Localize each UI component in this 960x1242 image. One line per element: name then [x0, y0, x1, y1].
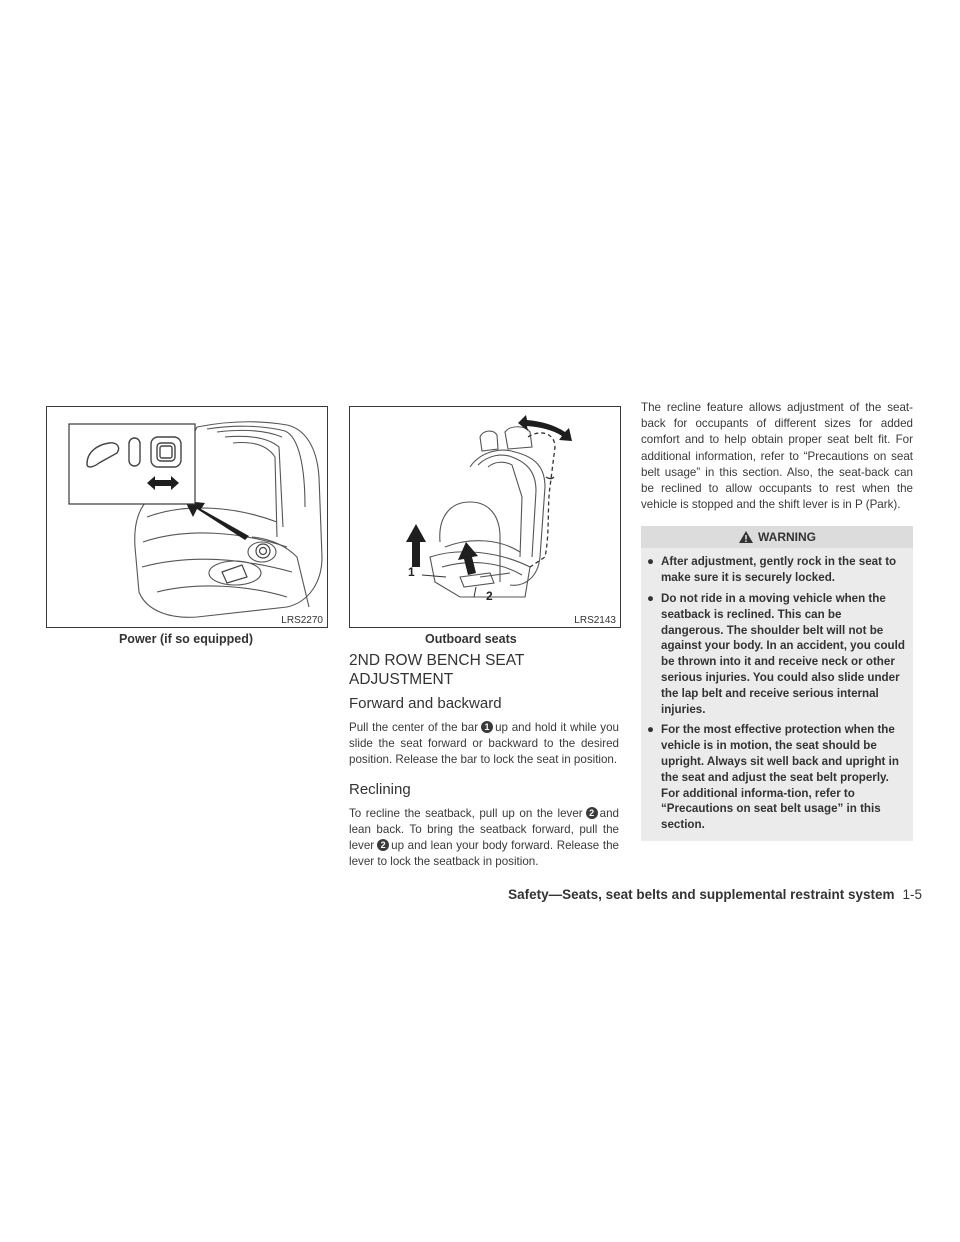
- recline-intro-paragraph: The recline feature allows adjustment of the seat-back for occupants of different sizes for added comfort and to help obtain proper seat belt fit. For additional information, refer to “Precautions on seat belt usage” in this section. Also, the seat-back can be reclined to allow occupants to rest when the vehicle is stopped and the shift lever is in P (Park).: [641, 401, 913, 512]
- paragraph-forward-backward: Pull the center of the bar 1 up and hold it while you slide the seat forward or backward to the desired position. Release the bar to lock the seat in position.: [349, 721, 619, 767]
- subheading-forward-backward: Forward and backward: [349, 695, 502, 712]
- marker-1-icon: 1: [481, 721, 493, 733]
- paragraph-reclining: To recline the seatback, pull up on the lever 2 and lean back. To bring the seatback forward, pull the lever 2 up and lean your body forward. Release the lever to lock the seatback in position.: [349, 806, 619, 869]
- marker-2-icon: 2: [586, 807, 598, 819]
- footer-section-title: Safety—Seats, seat belts and supplemental restraint system: [508, 887, 895, 902]
- bullet-icon: ●: [647, 555, 655, 569]
- warning-item: ● Do not ride in a moving vehicle when the seatback is reclined. This can be dangerous. The shoulder belt will not be against your body. In an accident, you could be thrown into it and receive neck or other serious injuries. You could also slide under the lap belt and receive serious internal injuries.: [647, 592, 905, 716]
- callout-2: 2: [486, 589, 493, 603]
- page-footer: [508, 887, 922, 902]
- warning-body: [641, 548, 913, 841]
- figure-code: LRS2270: [281, 615, 323, 626]
- warning-title: WARNING: [758, 530, 816, 545]
- figure-power-seat: [46, 406, 328, 628]
- bullet-icon: ●: [647, 723, 655, 737]
- warning-header: [641, 526, 913, 548]
- page-number: 1-5: [902, 887, 922, 902]
- warning-panel: [641, 526, 913, 841]
- power-seat-illustration: [47, 407, 327, 627]
- warning-triangle-icon: [738, 530, 754, 544]
- section-title: 2ND ROW BENCH SEAT ADJUSTMENT: [349, 652, 525, 688]
- marker-2-icon: 2: [377, 839, 389, 851]
- right-column: [641, 400, 913, 841]
- section-column: [349, 651, 619, 870]
- subheading-reclining: Reclining: [349, 780, 411, 798]
- figure-outboard-seats: [349, 406, 621, 628]
- warning-item: ● After adjustment, gently rock in the seat to make sure it is securely locked.: [647, 555, 897, 585]
- figure-code: LRS2143: [574, 615, 616, 626]
- figure-caption: Outboard seats: [425, 632, 517, 646]
- warning-item: ● For the most effective protection when the vehicle is in motion, the seat should be upright. Always sit well back and upright in the seat and adjust the seat belt properly. For additional informa-tion, refer to “Precautions on seat belt usage” in this section.: [647, 723, 899, 832]
- outboard-seat-illustration: [350, 407, 620, 627]
- bullet-icon: ●: [647, 592, 655, 606]
- callout-1: 1: [408, 565, 415, 579]
- figure-caption: Power (if so equipped): [118, 632, 254, 646]
